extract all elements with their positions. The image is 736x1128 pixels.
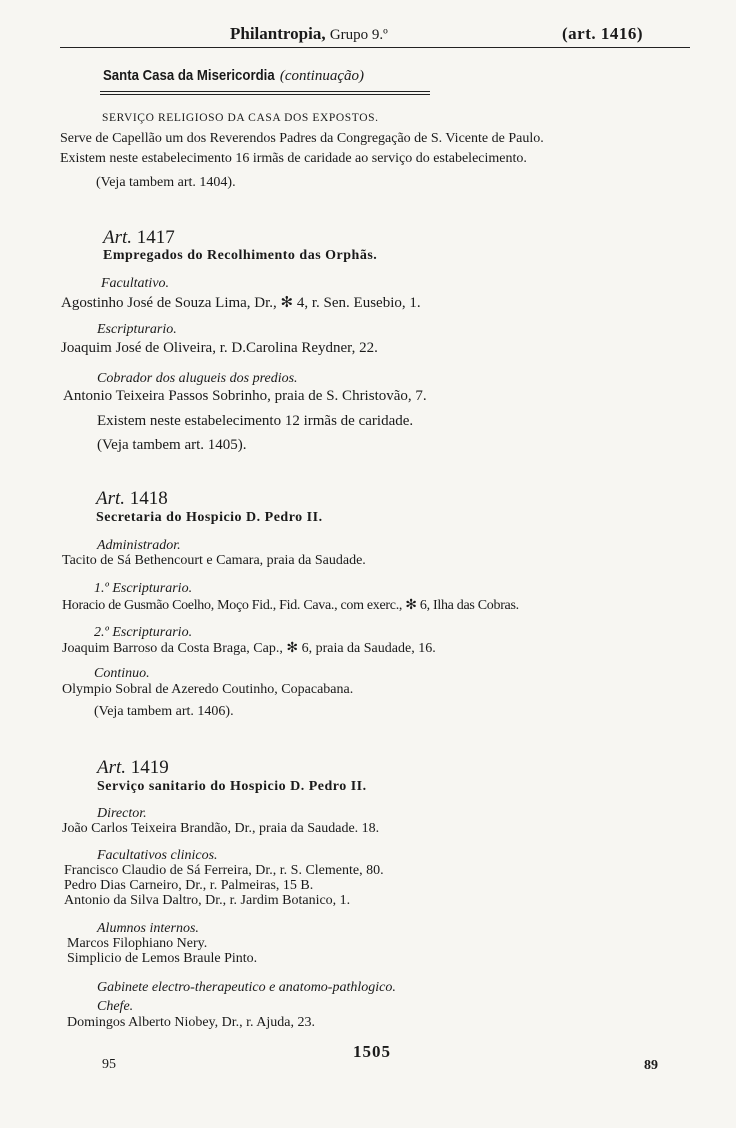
name-joaquim-barroso: Joaquim Barroso da Costa Braga, Cap., ✻ 6, praia da Saudade, 16. (62, 641, 436, 656)
role-1-escripturario: 1.º Escripturario. (94, 581, 193, 596)
servico-religioso-heading: SERVIÇO RELIGIOSO DA CASA DOS EXPOSTOS. (102, 112, 379, 124)
role-facultativos-clinicos: Facultativos clinicos. (97, 848, 218, 863)
name-francisco: Francisco Claudio de Sá Ferreira, Dr., r. S. Clemente, 80. (64, 863, 384, 878)
footer-center-number: 1505 (353, 1042, 391, 1061)
role-administrador: Administrador. (97, 538, 181, 553)
name-olympio: Olympio Sobral de Azeredo Coutinho, Copacabana. (62, 682, 354, 697)
section-title: Santa Casa da Misericordia (continuação) (103, 67, 364, 84)
role-2-escripturario: 2.º Escripturario. (94, 625, 193, 640)
role-gabinete: Gabinete electro-therapeutico e anatomo-pathlogico. (97, 980, 396, 995)
running-title: Philantropia, Grupo 9.º (230, 24, 388, 43)
note-irmas: Existem neste estabelecimento 12 irmãs de caridade. (97, 413, 414, 429)
footer-right-number: 89 (644, 1058, 658, 1073)
role-chefe: Chefe. (97, 999, 134, 1014)
section-rule-thin (100, 94, 430, 95)
group-label: Grupo 9.º (329, 27, 388, 43)
name-antonio-daltro: Antonio da Silva Daltro, Dr., r. Jardim Botanico, 1. (64, 893, 351, 908)
name-pedro-dias: Pedro Dias Carneiro, Dr., r. Palmeiras, 15 B. (64, 878, 314, 893)
article-1418-number: Art. 1418 (96, 488, 168, 509)
article-reference: (art. 1416) (562, 24, 644, 43)
article-1419-number: Art. 1419 (97, 757, 169, 778)
role-alumnos-internos: Alumnos internos. (97, 921, 199, 936)
footer-left-number: 95 (102, 1057, 116, 1072)
name-domingos: Domingos Alberto Niobey, Dr., r. Ajuda, 23. (67, 1015, 315, 1030)
name-tacito: Tacito de Sá Bethencourt e Camara, praia da Saudade. (62, 553, 366, 568)
role-director: Director. (97, 806, 147, 821)
name-agostinho: Agostinho José de Souza Lima, Dr., ✻ 4, r. Sen. Eusebio, 1. (61, 295, 421, 311)
name-horacio: Horacio de Gusmão Coelho, Moço Fid., Fid. Cava., com exerc., ✻ 6, Ilha das Cobras. (62, 598, 519, 613)
article-1418-ref: (Veja tambem art. 1406). (94, 704, 234, 719)
role-escripturario: Escripturario. (97, 322, 177, 337)
article-1419-heading: Serviço sanitario do Hospicio D. Pedro II. (97, 779, 367, 794)
servico-religioso-line2: Existem neste estabelecimento 16 irmãs de caridade ao serviço do estabelecimento. (60, 151, 527, 166)
article-1417-heading: Empregados do Recolhimento das Orphãs. (103, 248, 378, 263)
role-continuo: Continuo. (94, 666, 150, 681)
article-1418-heading: Secretaria do Hospicio D. Pedro II. (96, 510, 323, 525)
header-rule (60, 47, 690, 48)
role-cobrador: Cobrador dos alugueis dos predios. (97, 371, 298, 386)
name-joao-carlos: João Carlos Teixeira Brandão, Dr., praia da Saudade. 18. (62, 821, 380, 836)
role-facultativo: Facultativo. (101, 276, 170, 291)
servico-religioso-line1: Serve de Capellão um dos Reverendos Padres da Congregação de S. Vicente de Paulo. (60, 131, 544, 146)
servico-religioso-ref: (Veja tambem art. 1404). (96, 175, 236, 190)
section-rule (100, 91, 430, 92)
article-1417-number: Art. 1417 (103, 227, 175, 248)
name-antonio-teixeira: Antonio Teixeira Passos Sobrinho, praia de S. Christovão, 7. (63, 388, 427, 404)
article-1417-ref: (Veja tambem art. 1405). (97, 437, 247, 453)
name-simplicio: Simplicio de Lemos Braule Pinto. (67, 951, 258, 966)
name-marcos: Marcos Filophiano Nery. (67, 936, 208, 951)
name-joaquim-oliveira: Joaquim José de Oliveira, r. D.Carolina Reydner, 22. (61, 340, 378, 356)
